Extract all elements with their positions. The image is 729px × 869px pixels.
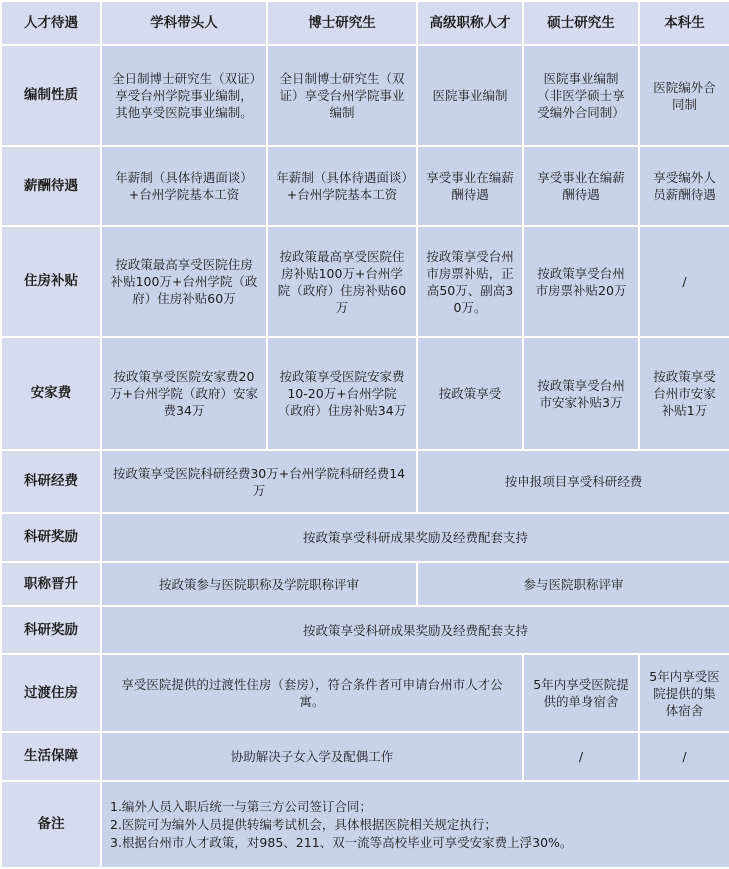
cell: 协助解决子女入学及配偶工作 xyxy=(101,732,523,781)
cell: 按政策参与医院职称及学院职称评审 xyxy=(101,562,417,606)
cell: 享受事业在编薪酬待遇 xyxy=(523,146,639,226)
cell: 按政策享受医院安家费10-20万+台州学院（政府）住房补贴34万 xyxy=(267,337,417,450)
cell: 享受编外人员薪酬待遇 xyxy=(639,146,729,226)
row-housing-subsidy xyxy=(1,226,729,337)
row-notes xyxy=(1,781,729,868)
row-settling-fee xyxy=(1,337,729,450)
cell: 享受事业在编薪酬待遇 xyxy=(417,146,523,226)
row-label: 科研奖励 xyxy=(1,606,101,654)
cell: 全日制博士研究生（双证）享受台州学院事业编制 xyxy=(267,45,417,146)
row-label: 过渡住房 xyxy=(1,654,101,732)
note-item: 3.根据台州市人才政策，对985、211、双一流等高校毕业可享受安家费上浮30%。 xyxy=(110,834,573,850)
row-transitional-housing xyxy=(1,654,729,732)
cell: 按申报项目享受科研经费 xyxy=(417,450,729,513)
header-discipline-leader: 学科带头人 xyxy=(101,1,267,45)
cell: 按政策享受台州市安家补贴3万 xyxy=(523,337,639,450)
row-research-funds xyxy=(1,450,729,513)
cell: 享受医院提供的过渡性住房（套房），符合条件者可申请台州市人才公寓。 xyxy=(101,654,523,732)
cell: 全日制博士研究生（双证）享受台州学院事业编制，其他享受医院事业编制。 xyxy=(101,45,267,146)
note-item: 2.医院可为编外人员提供转编考试机会，具体根据医院相关规定执行； xyxy=(110,816,497,832)
cell: 按政策享受台州市房票补贴，正高50万、副高30万。 xyxy=(417,226,523,337)
cell: 医院事业编制 xyxy=(417,45,523,146)
cell: 按政策享受 xyxy=(417,337,523,450)
cell: 年薪制（具体待遇面谈）+台州学院基本工资 xyxy=(101,146,267,226)
cell: 按政策享受台州市安家补贴1万 xyxy=(639,337,729,450)
cell: 医院事业编制（非医学硕士享受编外合同制） xyxy=(523,45,639,146)
row-label: 住房补贴 xyxy=(1,226,101,337)
row-label: 备注 xyxy=(1,781,101,868)
cell: 5年内享受医院提供的集体宿舍 xyxy=(639,654,729,732)
row-label: 职称晋升 xyxy=(1,562,101,606)
cell: / xyxy=(639,226,729,337)
header-phd: 博士研究生 xyxy=(267,1,417,45)
row-research-rewards-2 xyxy=(1,606,729,654)
row-label: 科研经费 xyxy=(1,450,101,513)
row-establishment xyxy=(1,45,729,146)
row-label: 薪酬待遇 xyxy=(1,146,101,226)
row-label: 科研奖励 xyxy=(1,513,101,562)
cell: 按政策享受医院科研经费30万+台州学院科研经费14万 xyxy=(101,450,417,513)
cell: 医院编外合同制 xyxy=(639,45,729,146)
cell: 按政策享受医院安家费20万+台州学院（政府）安家费34万 xyxy=(101,337,267,450)
cell: 参与医院职称评审 xyxy=(417,562,729,606)
cell: 按政策最高享受医院住房补贴100万+台州学院（政府）住房补贴60万 xyxy=(101,226,267,337)
cell: 按政策享受科研成果奖励及经费配套支持 xyxy=(101,513,729,562)
notes-cell xyxy=(101,781,729,868)
row-life-support xyxy=(1,732,729,781)
header-bachelor: 本科生 xyxy=(639,1,729,45)
row-title-promotion xyxy=(1,562,729,606)
cell: / xyxy=(639,732,729,781)
row-salary xyxy=(1,146,729,226)
header-senior-title: 高级职称人才 xyxy=(417,1,523,45)
cell: / xyxy=(523,732,639,781)
row-label: 安家费 xyxy=(1,337,101,450)
header-master: 硕士研究生 xyxy=(523,1,639,45)
row-label: 生活保障 xyxy=(1,732,101,781)
header-row xyxy=(1,1,729,45)
note-item: 1.编外人员入职后统一与第三方公司签订合同； xyxy=(110,798,372,814)
cell: 按政策最高享受医院住房补贴100万+台州学院（政府）住房补贴60万 xyxy=(267,226,417,337)
cell: 5年内享受医院提供的单身宿舍 xyxy=(523,654,639,732)
cell: 按政策享受台州市房票补贴20万 xyxy=(523,226,639,337)
cell: 按政策享受科研成果奖励及经费配套支持 xyxy=(101,606,729,654)
row-label: 编制性质 xyxy=(1,45,101,146)
cell: 年薪制（具体待遇面谈）+台州学院基本工资 xyxy=(267,146,417,226)
row-research-rewards xyxy=(1,513,729,562)
header-category: 人才待遇 xyxy=(1,1,101,45)
